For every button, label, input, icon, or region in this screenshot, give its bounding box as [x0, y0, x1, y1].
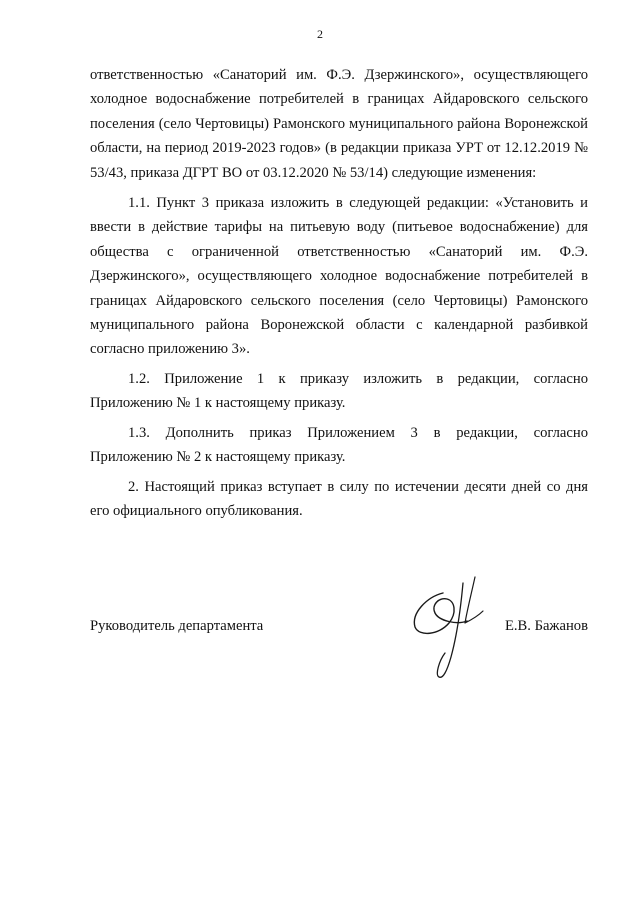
- paragraph-item-1-1: 1.1. Пункт 3 приказа изложить в следующей редакции: «Установить и ввести в действие тарифы на питьевую воду (питьевое водоснабжение) для общества с ограниченной ответственностью «Санаторий им. Ф.Э. Дзержинского», осуществляющего холодное водоснабжение потребителей в границах Айдаровского сельского поселения (село Чертовицы) Рамонского муниципального района Воронежской области с календарной разбивкой согласно приложению 3».: [90, 195, 588, 358]
- paragraph-continuation: ответственностью «Санаторий им. Ф.Э. Дзержинского», осуществляющего холодное водоснабжение потребителей в границах Айдаровского сельского поселения (село Чертовицы) Рамонского муниципального района Воронежской области, на период 2019-2023 годов» (в редакции приказа УРТ от 12.12.2019 № 53/43, приказа ДГРТ ВО от 03.12.2020 № 53/14) следующие изменения:: [90, 67, 588, 181]
- paragraph-item-2: 2. Настоящий приказ вступает в силу по истечении десяти дней со дня его официального опубликования.: [90, 478, 588, 519]
- page-number: 2: [317, 27, 323, 41]
- handwritten-signature: [405, 575, 495, 685]
- signature-block: [90, 614, 588, 640]
- signer-title: Руководитель департамента: [90, 618, 264, 634]
- signer-name: Е.В. Бажанов: [504, 618, 588, 634]
- paragraph-item-1-2: 1.2. Приложение 1 к приказу изложить в редакции, согласно Приложению № 1 к настоящему приказу.: [90, 370, 588, 412]
- paragraph-item-1-3: 1.3. Дополнить приказ Приложением 3 в редакции, согласно Приложению № 2 к настоящему приказу.: [90, 424, 588, 466]
- document-body: [90, 63, 588, 523]
